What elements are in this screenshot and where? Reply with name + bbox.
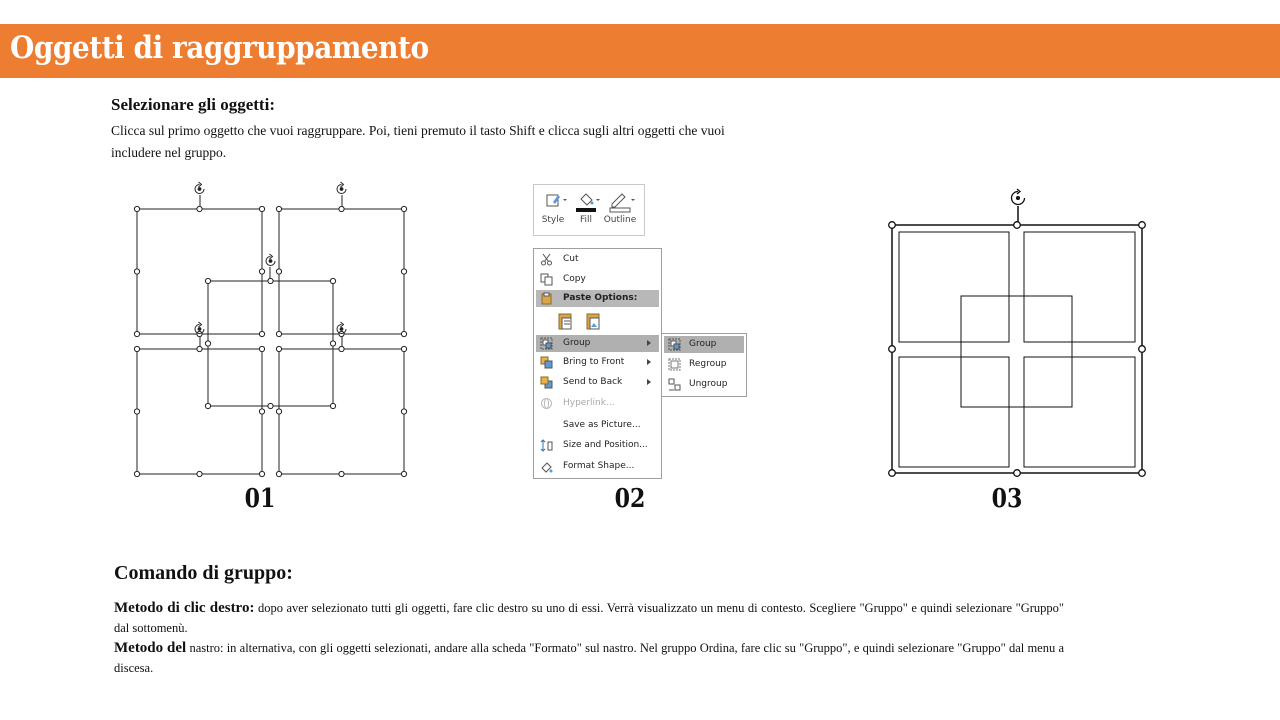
square-center [961, 296, 1072, 407]
menu-item-cut[interactable]: Cut [536, 251, 659, 268]
right-click-lead: Metodo di clic destro: [114, 600, 255, 616]
ribbon-text: nastro: in alternativa, con gli oggetti selezionati, andare alla scheda "Formato" sul nastro. Nel gruppo Ordina, fare clic su "Gruppo", e quindi selezionare "Gruppo" dal menu a discesa. [114, 641, 1065, 675]
submenu-item-regroup[interactable]: Regroup [664, 356, 744, 373]
ribbon-outline-label: Outline [603, 215, 637, 225]
selection-heading: Selezionare gli oggetti: [111, 95, 275, 114]
selection-handle[interactable] [1014, 470, 1021, 477]
submenu-item-group[interactable]: Group [664, 336, 744, 353]
menu-header-paste-options: Paste Options: [536, 290, 659, 307]
page-title: Oggetti di raggruppamento [10, 30, 429, 66]
selection-handle[interactable] [1014, 222, 1021, 229]
menu-item-copy[interactable]: Copy [536, 271, 659, 288]
square-top-right [1024, 232, 1135, 342]
menu-item-format-shape[interactable]: Format Shape... [536, 458, 659, 475]
ribbon-style-label: Style [541, 215, 565, 225]
right-click-method [114, 598, 1064, 638]
menu-item-group[interactable]: Group [536, 335, 659, 352]
selection-handle[interactable] [889, 222, 896, 229]
menu-item-send-to-back[interactable]: Send to Back [536, 374, 659, 391]
menu-item-size-and-position[interactable]: Size and Position... [536, 437, 659, 454]
square-bottom-left [899, 357, 1009, 467]
group-bounding-box [892, 225, 1142, 473]
ribbon-method [114, 638, 1064, 678]
selection-handle[interactable] [1139, 222, 1146, 229]
figure-label-03: 03 [991, 484, 1023, 514]
figure-label-02: 02 [614, 484, 646, 514]
menu-item-hyperlink: Hyperlink... [536, 395, 659, 412]
square-bottom-right [1024, 357, 1135, 467]
selection-handle[interactable] [1139, 470, 1146, 477]
selection-body: Clicca sul primo oggetto che vuoi raggruppare. Poi, tieni premuto il tasto Shift e clicca sugli altri oggetti che vuoi includere nel gruppo. [111, 123, 725, 160]
rotate-center-dot [1017, 197, 1020, 200]
ribbon-fill-label: Fill [579, 215, 593, 225]
square-top-left [899, 232, 1009, 342]
menu-item-bring-to-front[interactable]: Bring to Front [536, 354, 659, 371]
submenu-item-ungroup[interactable]: Ungroup [664, 376, 744, 393]
figure-label-01: 01 [244, 484, 276, 514]
selection-handle[interactable] [889, 470, 896, 477]
selection-handle[interactable] [889, 346, 896, 353]
selection-handle[interactable] [1139, 346, 1146, 353]
command-heading: Comando di gruppo: [114, 562, 293, 584]
right-click-text: dopo aver selezionato tutti gli oggetti, fare clic destro su uno di essi. Verrà visualizzato un menu di contesto. Scegliere "Gruppo" e quindi selezionare "Gruppo" dal sottomenù. [114, 601, 1065, 635]
menu-item-save-as-picture[interactable]: Save as Picture... [563, 420, 641, 430]
ribbon-lead: Metodo del [114, 640, 187, 656]
